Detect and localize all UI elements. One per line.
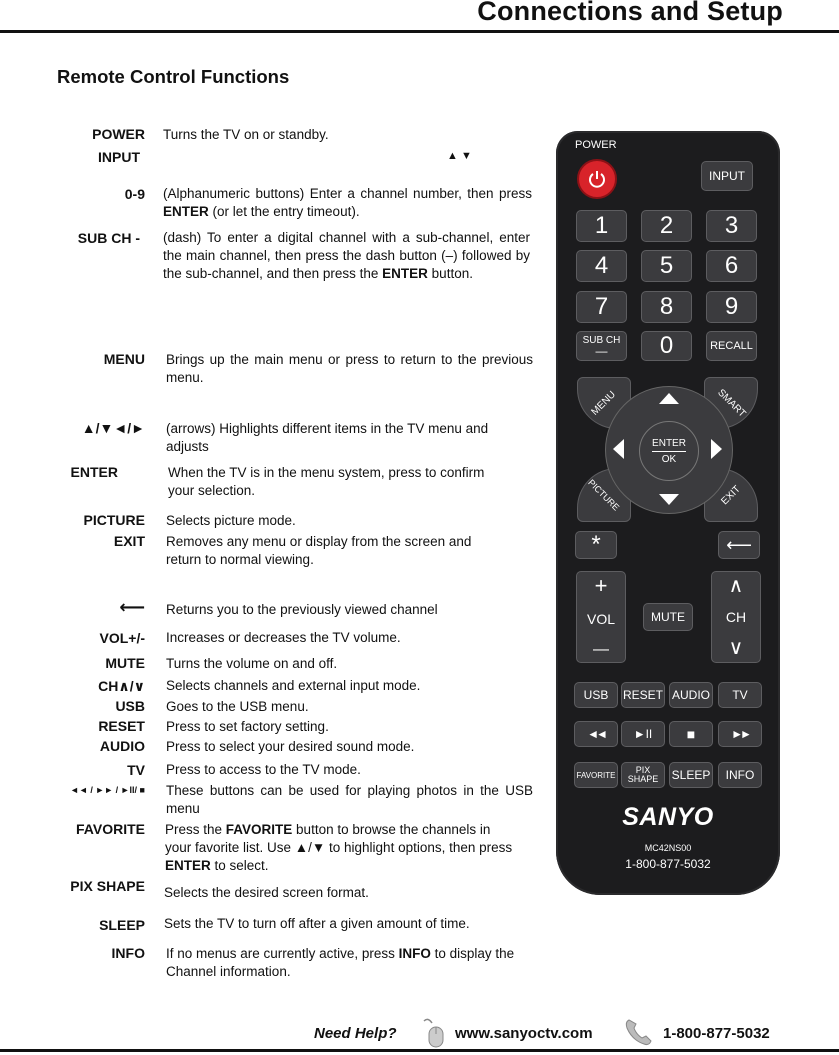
key-menu: MENU <box>103 351 145 367</box>
desc-enter: When the TV is in the menu system, press to confirm your selection. <box>168 465 485 498</box>
usb-button[interactable]: USB <box>574 682 618 708</box>
ch-up-label: ∧ <box>728 575 744 597</box>
pix-shape-button[interactable] <box>621 762 665 788</box>
key-enter: ENTER <box>70 464 118 480</box>
vol-label: VOL <box>586 611 615 627</box>
back-button[interactable]: ⟵ <box>718 531 760 559</box>
ch-rocker[interactable] <box>711 571 761 663</box>
vol-minus-label: — <box>593 641 609 658</box>
digit-8-button[interactable]: 8 <box>641 291 692 323</box>
key-pix-shape: PIX SHAPE <box>70 878 145 894</box>
recall-button[interactable]: RECALL <box>706 331 757 361</box>
desc-arrows: (arrows) Highlights different items in the TV menu and adjusts <box>166 421 489 454</box>
audio-button[interactable]: AUDIO <box>669 682 713 708</box>
desc-picture: Selects picture mode. <box>166 513 296 528</box>
key-back: ⟵ <box>119 597 145 617</box>
digit-1-button[interactable]: 1 <box>576 210 627 242</box>
website-link[interactable]: www.sanyoctv.com <box>455 1025 593 1042</box>
info-button[interactable]: INFO <box>718 762 762 788</box>
digit-6-button[interactable]: 6 <box>706 250 757 282</box>
stop-button[interactable]: ■ <box>669 721 713 747</box>
enter-ok-button[interactable] <box>639 421 699 481</box>
remote-phone: 1-800-877-5032 <box>625 857 711 871</box>
smart-label: SMART <box>714 386 748 420</box>
left-arrow-icon[interactable] <box>613 439 624 459</box>
ch-label: CH <box>725 609 747 625</box>
digit-9-button[interactable]: 9 <box>706 291 757 323</box>
key-power: POWER <box>92 126 145 142</box>
right-arrow-icon[interactable] <box>711 439 722 459</box>
key-exit: EXIT <box>113 533 145 549</box>
sleep-button[interactable]: SLEEP <box>669 762 713 788</box>
input-button[interactable]: INPUT <box>701 161 753 191</box>
vol-plus-label: + <box>594 573 608 598</box>
desc-back: Returns you to the previously viewed channel <box>166 602 438 617</box>
ok-label: OK <box>661 453 677 465</box>
remote-control <box>556 131 780 895</box>
key-usb: USB <box>115 698 145 714</box>
desc-power: Turns the TV on or standby. <box>163 127 329 142</box>
key-sleep: SLEEP <box>99 917 145 933</box>
power-label: POWER <box>575 139 617 151</box>
desc-reset: Press to set factory setting. <box>166 719 329 734</box>
rewind-button[interactable]: ◄◄ <box>574 721 618 747</box>
sub-ch-label: SUB CH <box>582 335 621 346</box>
desc-ch: Selects channels and external input mode. <box>166 678 421 693</box>
desc-audio: Press to select your desired sound mode. <box>166 739 415 754</box>
mouse-icon <box>418 1017 448 1053</box>
play-pause-button[interactable]: ►II <box>621 721 665 747</box>
desc-usb: Goes to the USB menu. <box>166 699 309 714</box>
picture-label: PICTURE <box>586 477 622 513</box>
key-mute: MUTE <box>105 655 145 671</box>
footer-rule <box>0 1049 839 1052</box>
dash-label: — <box>595 344 608 358</box>
desc-sub-ch: (dash) To enter a digital channel with a sub-channel, enter the main channel, then press the dash button (–) followed by the sub-channel, and then press the ENTER button. <box>163 230 530 281</box>
key-audio: AUDIO <box>99 738 145 754</box>
sub-ch-button[interactable] <box>576 331 627 361</box>
key-picture: PICTURE <box>83 512 145 528</box>
star-button[interactable]: * <box>575 531 617 559</box>
menu-label: MENU <box>589 388 619 418</box>
footer-phone: 1-800-877-5032 <box>663 1025 770 1042</box>
desc-menu: Brings up the main menu or press to return to the previous menu. <box>166 352 533 385</box>
model-number: MC42NS00 <box>644 843 692 853</box>
key-info: INFO <box>111 945 145 961</box>
key-0-9: 0-9 <box>124 186 145 202</box>
digit-4-button[interactable]: 4 <box>576 250 627 282</box>
ch-down-label: ∨ <box>728 637 744 659</box>
key-ch: CH∧/∨ <box>98 678 145 694</box>
digit-0-button[interactable]: 0 <box>641 331 692 361</box>
power-button[interactable] <box>577 159 617 199</box>
digit-3-button[interactable]: 3 <box>706 210 757 242</box>
digit-2-button[interactable]: 2 <box>641 210 692 242</box>
section-title: Remote Control Functions <box>57 66 290 87</box>
desc-0-9: (Alphanumeric buttons) Enter a channel number, then press ENTER (or let the entry timeout). <box>163 186 532 219</box>
key-favorite: FAVORITE <box>76 821 145 837</box>
tv-button[interactable]: TV <box>718 682 762 708</box>
enter-label: ENTER <box>652 438 686 452</box>
key-reset: RESET <box>98 718 145 734</box>
power-icon <box>587 169 607 189</box>
up-arrow-icon[interactable] <box>659 393 679 404</box>
pix-label: PIX <box>635 765 651 775</box>
desc-mute: Turns the volume on and off. <box>166 656 338 671</box>
key-media: ◄◄ / ►► / ►II/ ■ <box>70 785 145 795</box>
desc-tv: Press to access to the TV mode. <box>166 762 361 777</box>
desc-input: ▲ ▼ <box>447 150 472 162</box>
vol-rocker[interactable] <box>576 571 626 663</box>
phone-icon <box>622 1016 654 1052</box>
desc-pix-shape: Selects the desired screen format. <box>164 885 369 900</box>
desc-vol: Increases or decreases the TV volume. <box>166 630 401 645</box>
key-input: INPUT <box>98 149 140 165</box>
key-sub-ch: SUB CH - <box>77 230 140 246</box>
footer <box>0 1025 839 1047</box>
desc-favorite: Press the FAVORITE button to browse the channels in your favorite list. Use ▲/▼ to highlight options, then press ENTER to select. <box>165 822 513 873</box>
down-arrow-icon[interactable] <box>659 494 679 505</box>
page-header-title: Connections and Setup <box>477 0 783 26</box>
shape-label: SHAPE <box>627 774 659 784</box>
key-tv: TV <box>127 762 145 778</box>
desc-sleep: Sets the TV to turn off after a given amount of time. <box>164 916 470 931</box>
mute-button[interactable]: MUTE <box>643 603 693 631</box>
exit-label: EXIT <box>719 483 743 507</box>
key-vol: VOL+/- <box>99 630 145 646</box>
need-help-label: Need Help? <box>314 1025 397 1042</box>
desc-media: These buttons can be used for playing photos in the USB menu <box>166 783 533 816</box>
reset-button[interactable]: RESET <box>621 682 665 708</box>
key-arrows: ▲/▼◄/► <box>81 420 145 436</box>
fast-forward-button[interactable]: ►► <box>718 721 762 747</box>
desc-info: If no menus are currently active, press INFO to display the Channel information. <box>166 946 515 979</box>
digit-5-button[interactable]: 5 <box>641 250 692 282</box>
desc-exit: Removes any menu or display from the screen and return to normal viewing. <box>166 534 472 567</box>
digit-7-button[interactable]: 7 <box>576 291 627 323</box>
sanyo-logo: SANYO <box>622 803 714 831</box>
favorite-button[interactable]: FAVORITE <box>574 762 618 788</box>
header-rule <box>0 30 839 33</box>
